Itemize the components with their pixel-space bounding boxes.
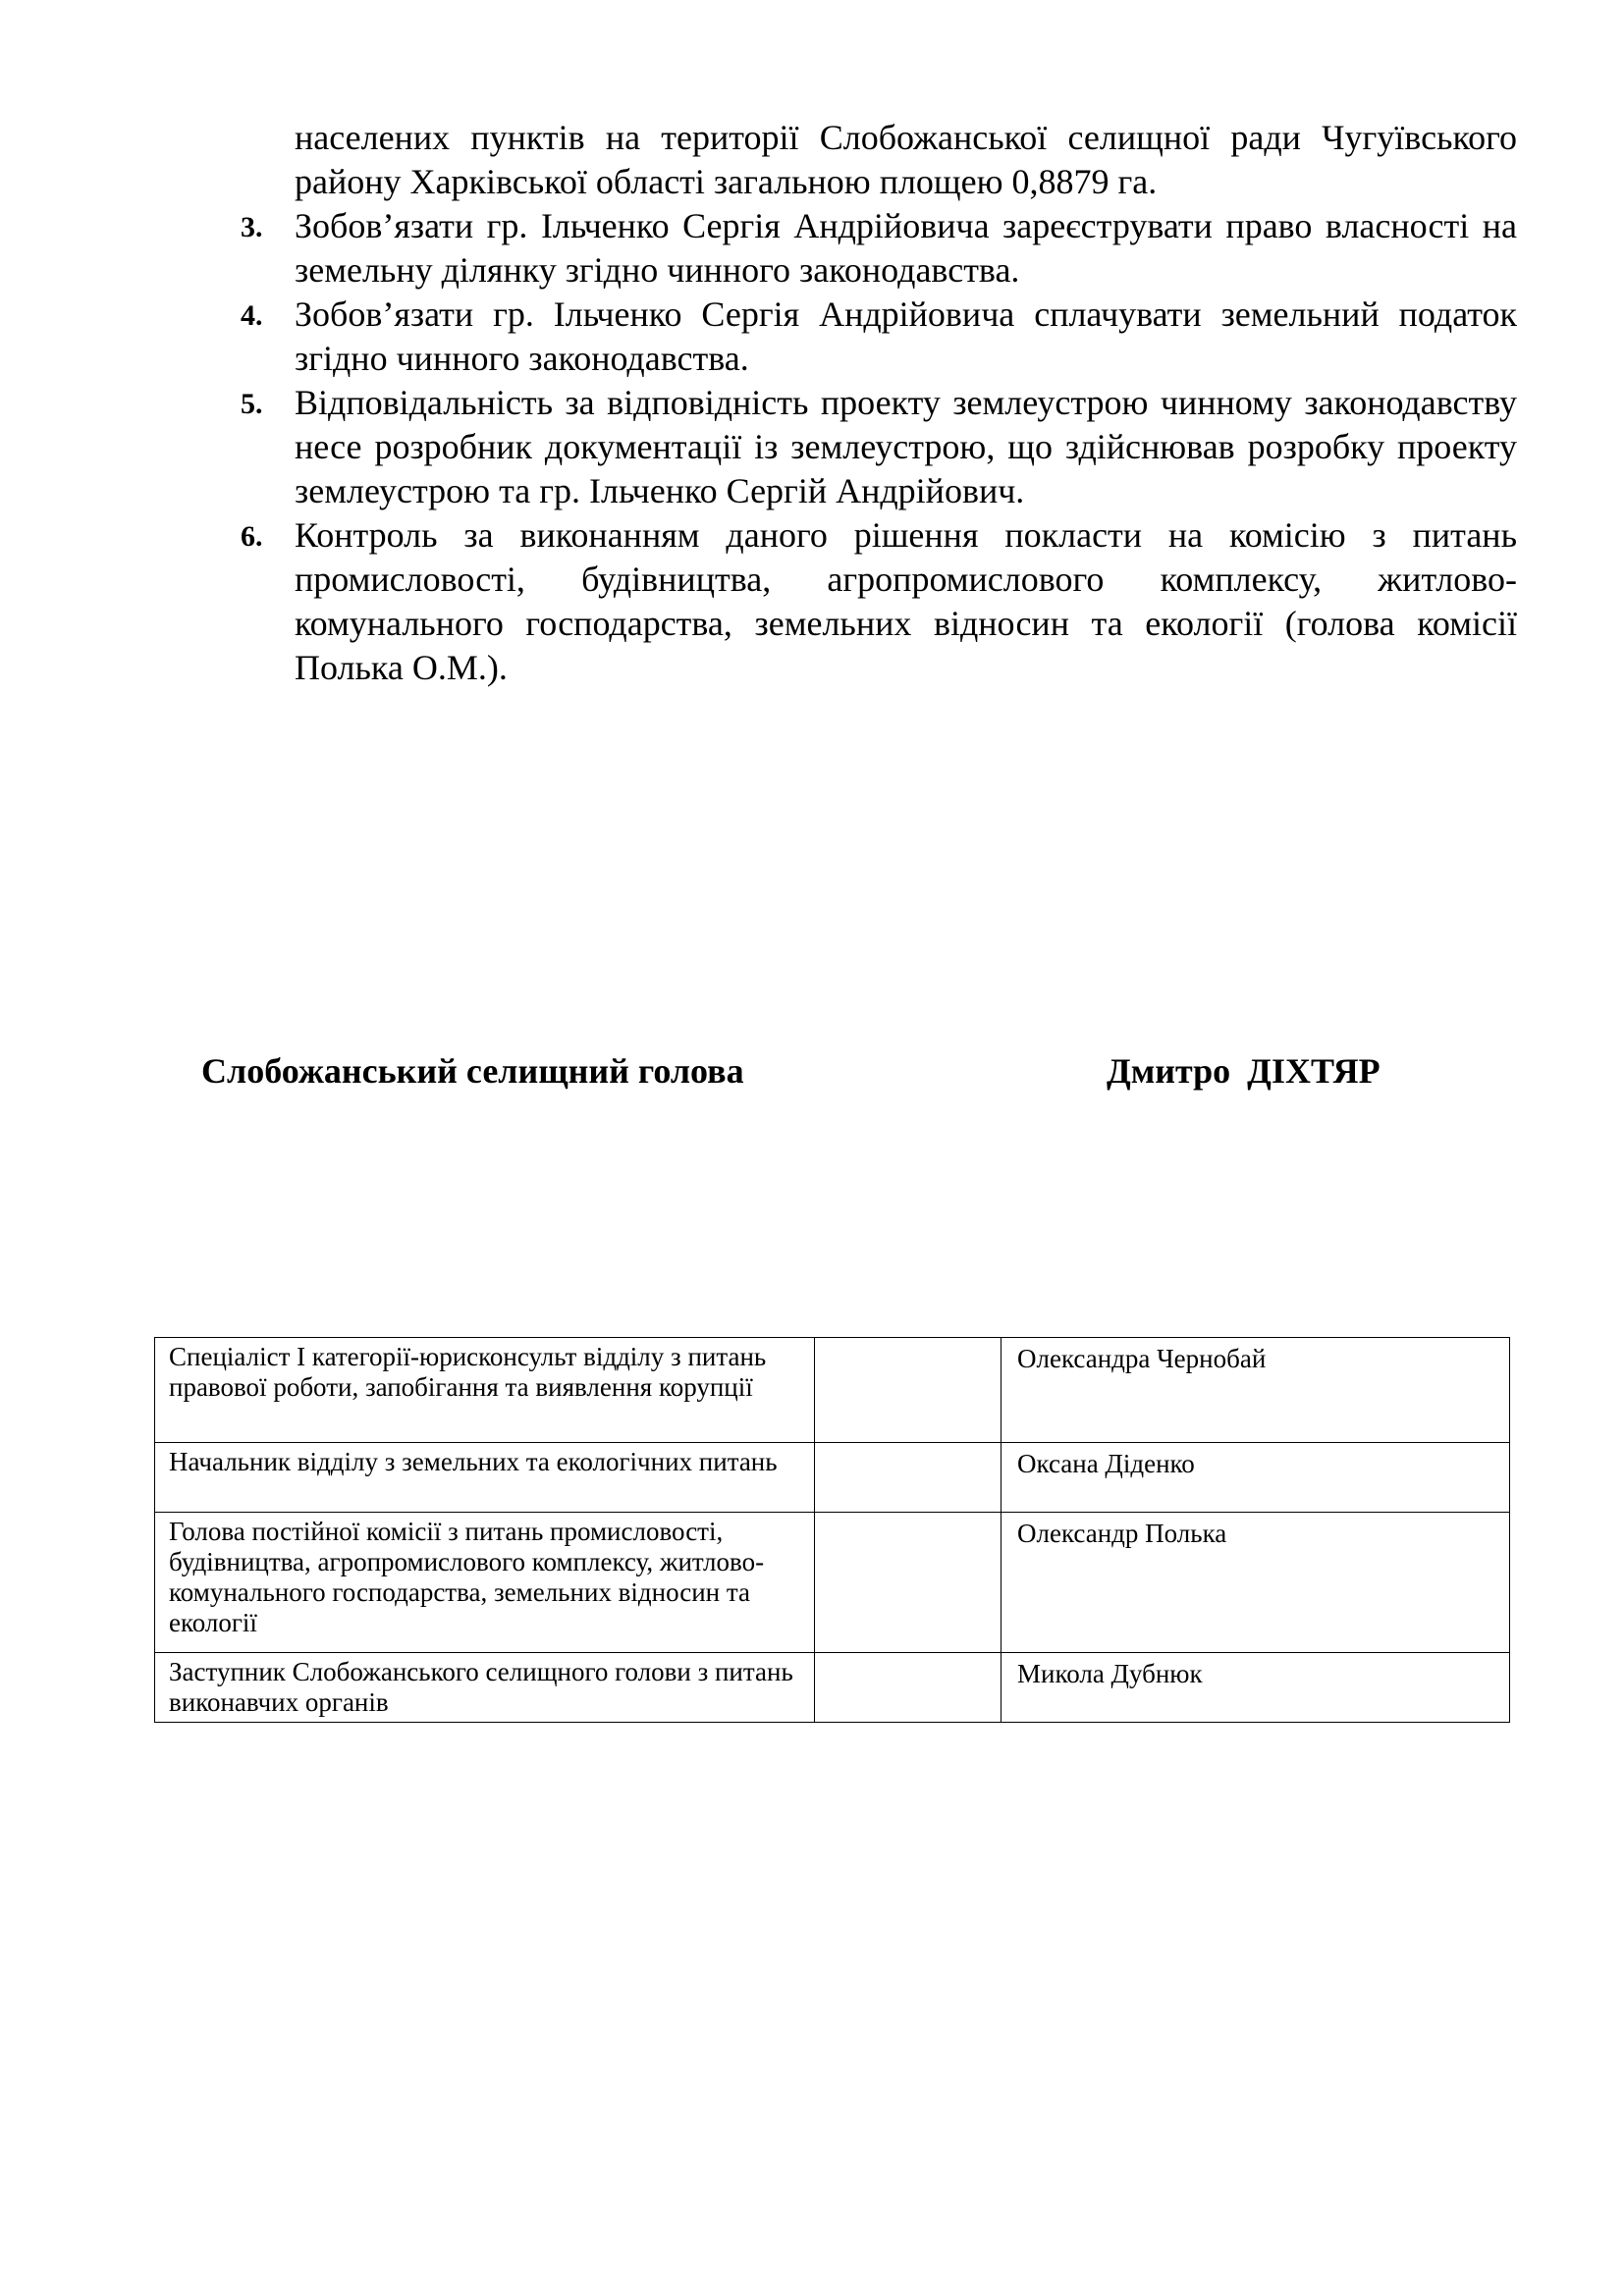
item-number: 5. xyxy=(241,388,263,420)
table-row xyxy=(155,1338,1510,1443)
table-row xyxy=(155,1653,1510,1723)
approver-position: Начальник відділу з земельних та екологічних питань xyxy=(155,1443,815,1513)
approver-signature-cell xyxy=(815,1338,1001,1443)
list-item-4 xyxy=(236,293,1517,381)
item-text: Відповідальність за відповідність проекту землеустрою чинному законодавству несе розробник документації із землеустрою, що здійснював розробку проекту землеустрою та гр. Ільченко Сергій Андрійович. xyxy=(295,383,1517,510)
item-2-continuation: населених пунктів на території Слобожанської селищної ради Чугуївського району Харківської області загальною площею 0,8879 га. xyxy=(295,118,1517,201)
signatory-position: Слобожанський селищний голова xyxy=(201,1051,744,1091)
approver-signature-cell xyxy=(815,1443,1001,1513)
table-row xyxy=(155,1443,1510,1513)
approver-position: Голова постійної комісії з питань промисловості, будівництва, агропромислового комплексу, житлово-комунального господарства, земельних відносин та екології xyxy=(155,1513,815,1653)
list-item-3 xyxy=(236,204,1517,293)
approver-name: Олександра Чернобай xyxy=(1001,1338,1510,1443)
list-item-6 xyxy=(236,513,1517,690)
signatory-name: Дмитро ДІХТЯР xyxy=(1107,1051,1380,1091)
table-row xyxy=(155,1513,1510,1653)
item-number: 4. xyxy=(241,299,263,332)
item-text: Контроль за виконанням даного рішення покласти на комісію з питань промисловості, будівництва, агропромислового комплексу, житлово-комунального господарства, земельних відносин та екології (голова комісії Полька О.М.). xyxy=(295,515,1517,687)
approver-position: Спеціаліст І категорії-юрисконсульт відділу з питань правової роботи, запобігання та виявлення корупції xyxy=(155,1338,815,1443)
approver-name: Оксана Діденко xyxy=(1001,1443,1510,1513)
item-number: 3. xyxy=(241,211,263,243)
decision-body xyxy=(236,116,1517,690)
item-text: Зобов’язати гр. Ільченко Сергія Андрійовича зареєструвати право власності на земельну ділянку згідно чинного законодавства. xyxy=(295,206,1517,290)
approver-signature-cell xyxy=(815,1653,1001,1723)
item-number: 6. xyxy=(241,520,263,553)
approver-name: Олександр Полька xyxy=(1001,1513,1510,1653)
approver-signature-cell xyxy=(815,1513,1001,1653)
approvals-table xyxy=(154,1337,1510,1723)
item-text: Зобов’язати гр. Ільченко Сергія Андрійовича сплачувати земельний податок згідно чинного законодавства. xyxy=(295,294,1517,378)
approver-position: Заступник Слобожанського селищного голови з питань виконавчих органів xyxy=(155,1653,815,1723)
list-item-5 xyxy=(236,381,1517,513)
approver-name: Микола Дубнюк xyxy=(1001,1653,1510,1723)
